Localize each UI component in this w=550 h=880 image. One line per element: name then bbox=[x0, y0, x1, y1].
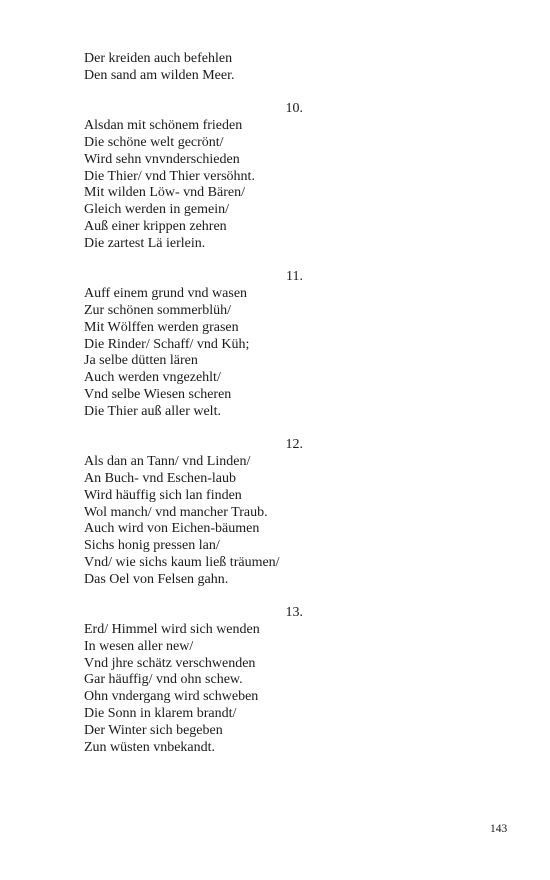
stanza-number: 13. bbox=[285, 605, 303, 621]
verse-line: Das Oel von Felsen gahn. bbox=[84, 571, 229, 587]
verse-line: Vnd/ wie sichs kaum ließ träumen/ bbox=[84, 554, 280, 570]
stanza-number: 12. bbox=[285, 437, 303, 453]
stanza-continuation bbox=[84, 51, 314, 85]
verse-line: Erd/ Himmel wird sich wenden bbox=[84, 622, 260, 638]
verse-line: Der kreiden auch befehlen bbox=[84, 51, 233, 66]
verse-line: Wol manch/ vnd mancher Traub. bbox=[84, 504, 268, 520]
stanza-10 bbox=[84, 101, 314, 252]
verse-line: Auch wird von Eichen-bäumen bbox=[84, 521, 260, 537]
verse-line: Ohn vndergang wird schweben bbox=[84, 689, 259, 705]
stanza-13 bbox=[84, 605, 314, 756]
verse-line: Gleich werden in gemein/ bbox=[84, 202, 230, 218]
verse-line: Wird häuffig sich lan finden bbox=[84, 487, 242, 503]
verse-line: Zur schönen sommerblüh/ bbox=[84, 302, 231, 318]
verse-line: Zun wüsten vnbekandt. bbox=[84, 739, 216, 755]
verse-line: Die Sonn in klarem brandt/ bbox=[84, 706, 237, 722]
stanza-number: 11. bbox=[286, 269, 303, 285]
stanza-12 bbox=[84, 437, 314, 588]
verse-line: Die Thier/ vnd Thier versöhnt. bbox=[84, 168, 255, 184]
verse-line: Auch werden vngezehlt/ bbox=[84, 370, 221, 386]
verse-line: Als dan an Tann/ vnd Linden/ bbox=[84, 454, 251, 470]
verse-line: Die schöne welt gecrönt/ bbox=[84, 134, 224, 150]
page-number: 143 bbox=[490, 823, 508, 835]
verse-line: Ja selbe dütten lären bbox=[84, 353, 198, 369]
verse-line: Auff einem grund vnd wasen bbox=[84, 286, 248, 302]
verse-line: Den sand am wilden Meer. bbox=[84, 67, 235, 83]
verse-line: Die Thier auß aller welt. bbox=[84, 403, 221, 419]
verse-line: Auß einer krippen zehren bbox=[84, 218, 227, 234]
verse-line: Der Winter sich begeben bbox=[84, 722, 223, 738]
verse-line: Mit wilden Löw- vnd Bären/ bbox=[84, 185, 245, 201]
verse-line: Sichs honig pressen lan/ bbox=[84, 538, 220, 554]
verse-line: In wesen aller new/ bbox=[84, 638, 194, 654]
verse-line: Vnd selbe Wiesen scheren bbox=[84, 386, 232, 402]
verse-line: Die Rinder/ Schaff/ vnd Küh; bbox=[84, 336, 250, 352]
stanza-11 bbox=[84, 269, 314, 420]
poem-text bbox=[84, 51, 314, 773]
verse-line: Vnd jhre schätz verschwenden bbox=[84, 655, 256, 671]
verse-line: Die zartest Lä ierlein. bbox=[84, 235, 206, 251]
stanza-number: 10. bbox=[285, 101, 303, 117]
verse-line: Gar häuffig/ vnd ohn schew. bbox=[84, 672, 243, 688]
verse-line: Alsdan mit schönem frieden bbox=[84, 118, 243, 134]
verse-line: An Buch- vnd Eschen-laub bbox=[84, 470, 237, 486]
verse-line: Wird sehn vnvnderschieden bbox=[84, 151, 240, 167]
verse-line: Mit Wölffen werden grasen bbox=[84, 319, 239, 335]
